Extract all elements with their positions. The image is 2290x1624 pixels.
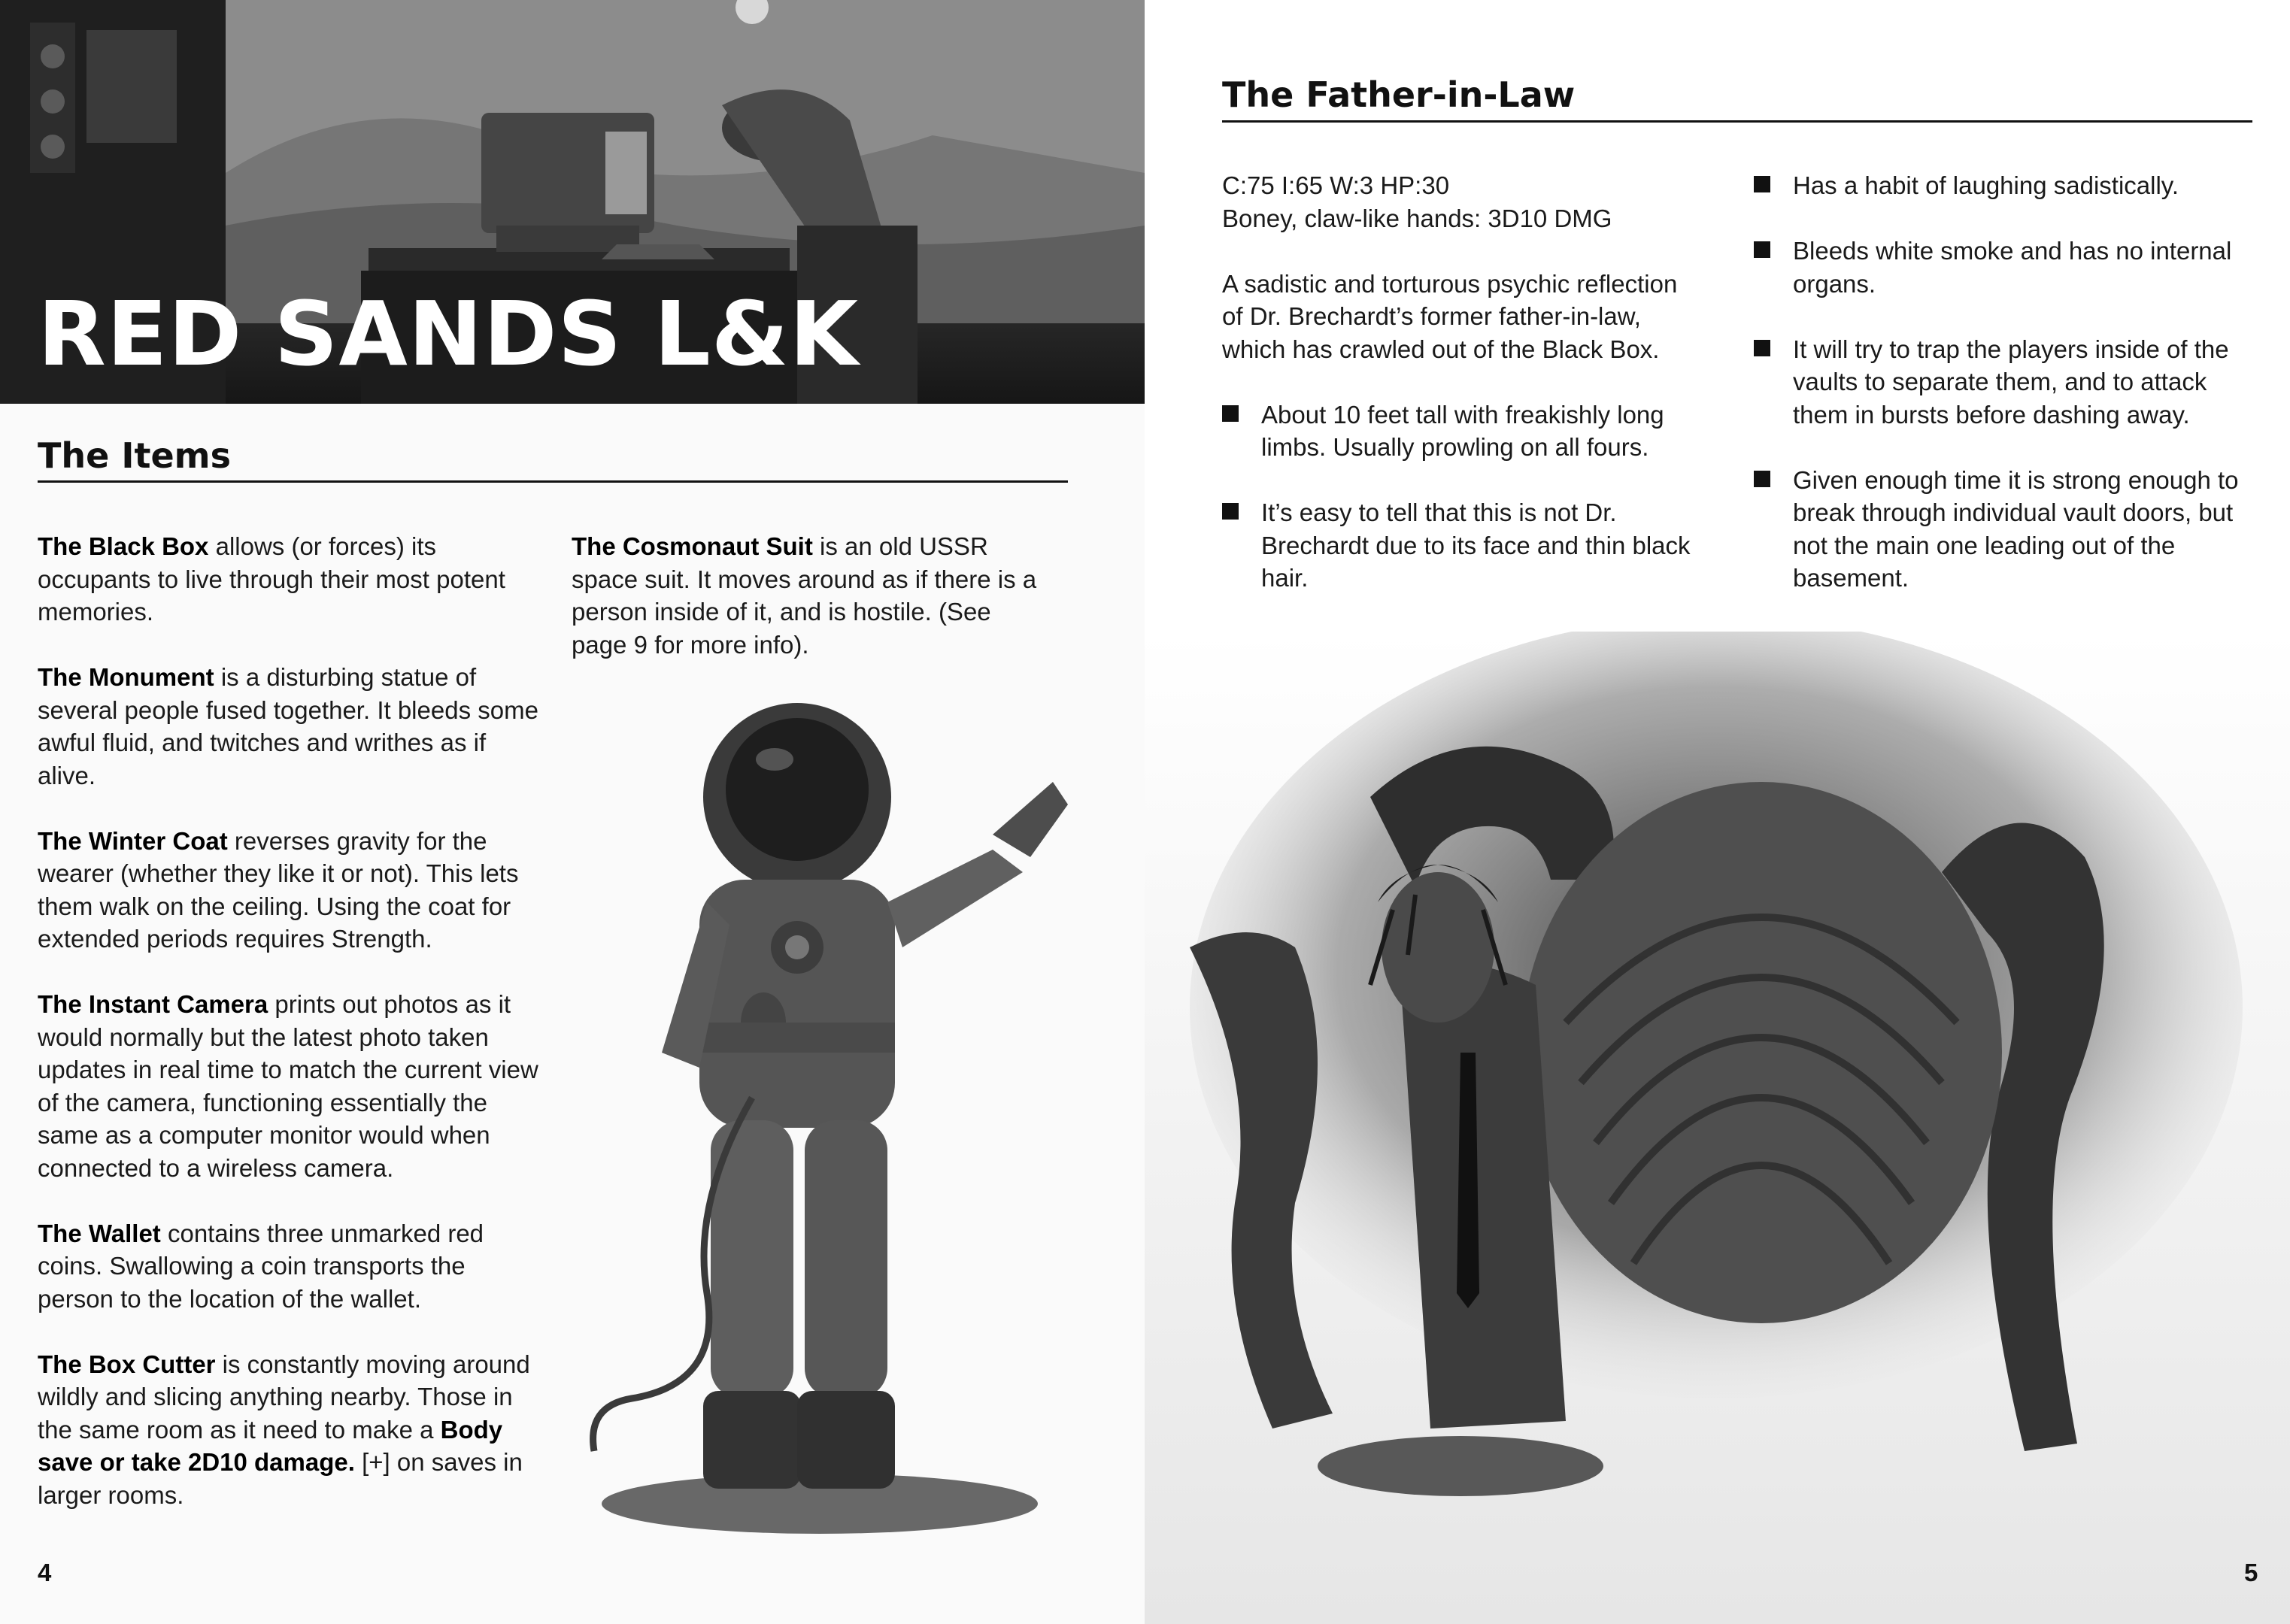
save-rule: Body save or take 2D10 damage. (38, 1415, 503, 1476)
item-name: The Winter Coat (38, 826, 228, 855)
cosmonaut-illustration (572, 677, 1090, 1541)
bullet-text: Bleeds white smoke and has no internal organs. (1793, 237, 2232, 298)
black-square-bullet-icon (1754, 241, 1770, 258)
item-description: is constantly moving around wildly and slicing anything nearby. Those in the same room as it need to make a (38, 1350, 530, 1444)
item-box-cutter (38, 1348, 541, 1512)
bullet-list-2 (1754, 169, 2243, 595)
item-winter-coat (38, 825, 541, 956)
black-square-bullet-icon (1754, 471, 1770, 487)
section-rule (38, 480, 1068, 483)
black-square-bullet-icon (1222, 503, 1239, 520)
bullet-text: Has a habit of laughing sadistically. (1793, 171, 2179, 199)
list-item (1754, 464, 2243, 595)
list-item (1754, 169, 2243, 202)
page-number-left: 4 (38, 1559, 52, 1586)
page-number-right: 5 (2244, 1559, 2258, 1586)
bullet-text: It’s easy to tell that this is not Dr. Brechardt due to its face and thin black hair. (1261, 498, 1691, 592)
item-name: The Box Cutter (38, 1350, 216, 1378)
header-illustration (0, 0, 1145, 404)
section-rule (1222, 120, 2252, 123)
creature-column-1 (1222, 169, 1703, 627)
item-name: The Monument (38, 663, 214, 691)
item-description-tail: [+] on saves in larger rooms. (38, 1448, 523, 1509)
right-page (1145, 0, 2290, 1624)
list-item (1222, 398, 1703, 464)
item-name: The Instant Camera (38, 990, 268, 1018)
bullet-text: About 10 feet tall with freakishly long limbs. Usually prowling on all fours. (1261, 400, 1664, 461)
item-name: The Cosmonaut Suit (572, 532, 813, 560)
items-column-2 (572, 530, 1053, 694)
chapter-title: RED SANDS L&K (38, 282, 860, 386)
item-black-box (38, 530, 541, 629)
list-item (1754, 235, 2243, 300)
creature-stats: C:75 I:65 W:3 HP:30 (1222, 171, 1450, 199)
item-monument (38, 661, 541, 792)
item-description: contains three unmarked red coins. Swallowing a coin transports the person to the location of the wallet. (38, 1219, 484, 1313)
creature-column-2 (1754, 169, 2243, 627)
item-description: is an old USSR space suit. It moves around as if there is a person inside of it, and is hostile. (See page 9 for more info). (572, 532, 1037, 659)
item-description: allows (or forces) its occupants to live through their most potent memories. (38, 532, 505, 626)
black-square-bullet-icon (1754, 176, 1770, 192)
item-description: reverses gravity for the wearer (whether they like it or not). This lets them walk on the ceiling. Using the coat for extended periods requires Strength. (38, 826, 519, 953)
black-square-bullet-icon (1222, 405, 1239, 422)
section-heading-father-in-law: The Father-in-Law (1222, 74, 1576, 115)
item-description: is a disturbing statue of several people fused together. It bleeds some awful fluid, and twitches and writhes as if alive. (38, 663, 538, 789)
list-item (1222, 496, 1703, 595)
item-wallet (38, 1217, 541, 1316)
bullet-text: Given enough time it is strong enough to break through individual vault doors, but not the main one leading out of the basement. (1793, 465, 2239, 592)
item-name: The Wallet (38, 1219, 161, 1247)
creature-attack: Boney, claw-like hands: 3D10 DMG (1222, 204, 1612, 232)
section-heading-items: The Items (38, 435, 231, 476)
item-description: prints out photos as it would normally but the latest photo taken updates in real time to match the current view of the camera, functioning essentially the same as a computer monitor would when connected to a wireless camera. (38, 990, 538, 1182)
black-square-bullet-icon (1754, 340, 1770, 356)
list-item (1754, 333, 2243, 432)
item-instant-camera (38, 988, 541, 1184)
bullet-list-1 (1222, 398, 1703, 595)
father-in-law-illustration (1145, 632, 2290, 1624)
creature-description: A sadistic and torturous psychic reflection of Dr. Brechardt’s former father-in-law, which has crawled out of the Black Box. (1222, 269, 1678, 363)
items-column-1 (38, 530, 541, 1544)
item-cosmonaut-suit (572, 530, 1053, 661)
item-name: The Black Box (38, 532, 209, 560)
bullet-text: It will try to trap the players inside of the vaults to separate them, and to attack them in bursts before dashing away. (1793, 335, 2229, 429)
